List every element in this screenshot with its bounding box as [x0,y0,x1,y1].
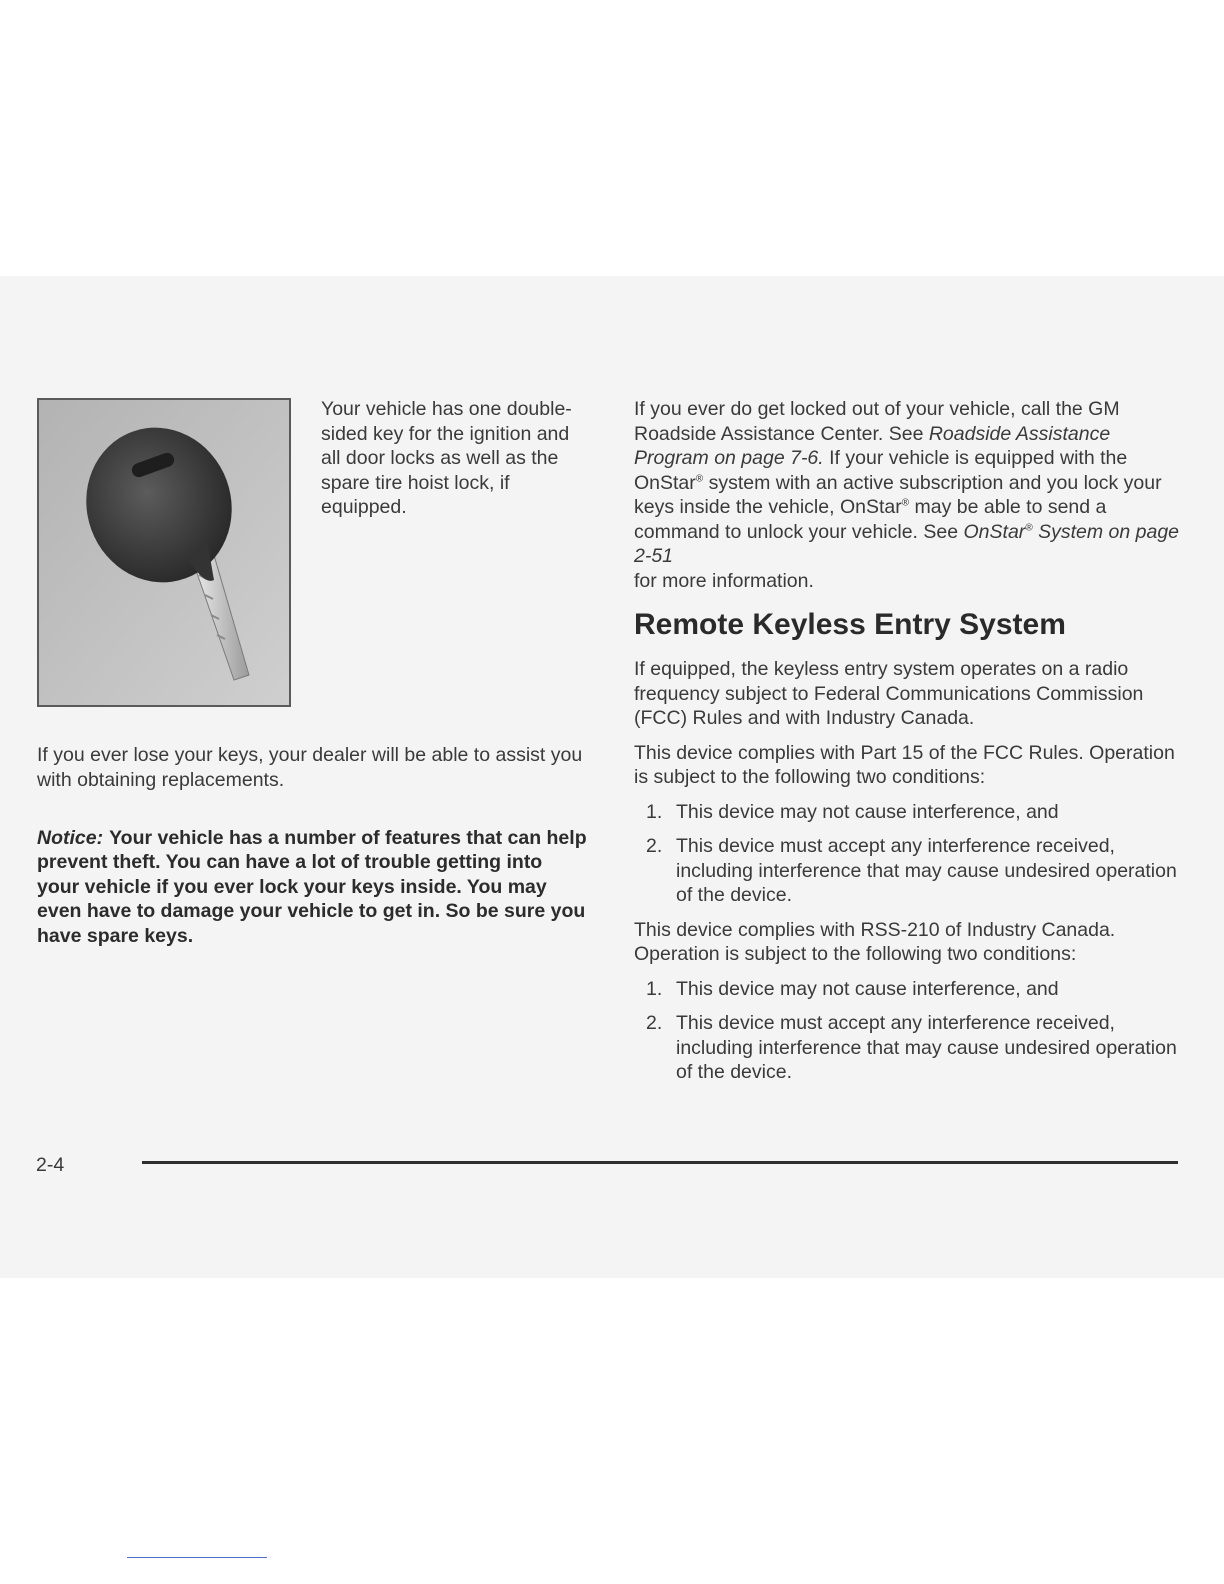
notice-paragraph [37,826,587,949]
section-heading: Remote Keyless Entry System [634,608,1066,641]
page-number: 2-4 [36,1154,65,1176]
list-item: 1. This device may not cause interference, and [646,977,1059,1000]
roadside-assistance-reference[interactable]: Roadside Assistance Program on page 7-6. [634,422,1111,469]
link-underline[interactable] [127,1557,267,1558]
list-item: 2. This device must accept any interference received, including interference that may cause undesired operation of the device. [646,835,1177,906]
footer-rule [142,1161,1178,1164]
notice-label: Notice: [37,826,104,849]
list-item: 1. This device may not cause interference, and [646,800,1059,823]
notice-text: Your vehicle has a number of features that can help prevent theft. You can have a lot of trouble getting into your vehicle if you ever lock your keys inside. You may even have to damage your vehicle to get in. So be sure you have spare keys. [37,826,587,947]
key-caption: Your vehicle has one double-sided key for the ignition and all door locks as well as the spare tire hoist lock, if equipped. [321,398,572,518]
fcc-paragraph: This device complies with Part 15 of the FCC Rules. Operation is subject to the following two conditions: [634,741,1175,788]
rss-paragraph: This device complies with RSS-210 of Industry Canada. Operation is subject to the following two conditions: [634,918,1116,965]
rss-conditions-list [634,977,1179,1085]
fcc-conditions-list [634,800,1179,908]
locked-out-paragraph: If you ever do get locked out of your vehicle, call the GM Roadside Assistance Center. See Roadside Assistance Program on page 7-6. If your vehicle is equipped with the OnStar® system with an active subscription and you lock your keys inside the vehicle, OnStar® may be able to send a command to unlock your vehicle. See OnStar® System on page 2-51 for more information. [634,398,1180,592]
key-icon [39,400,289,705]
right-column [634,397,1179,1095]
key-photo [37,398,291,707]
equipped-paragraph: If equipped, the keyless entry system operates on a radio frequency subject to Federal Communications Commission (FCC) Rules and with Industry Canada. [634,658,1144,729]
onstar-system-reference[interactable]: OnStar® System on page 2-51 [634,520,1180,567]
lost-keys-paragraph: If you ever lose your keys, your dealer will be able to assist you with obtaining replacements. [37,744,583,791]
list-item: 2. This device must accept any interference received, including interference that may cause undesired operation of the device. [646,1012,1177,1083]
